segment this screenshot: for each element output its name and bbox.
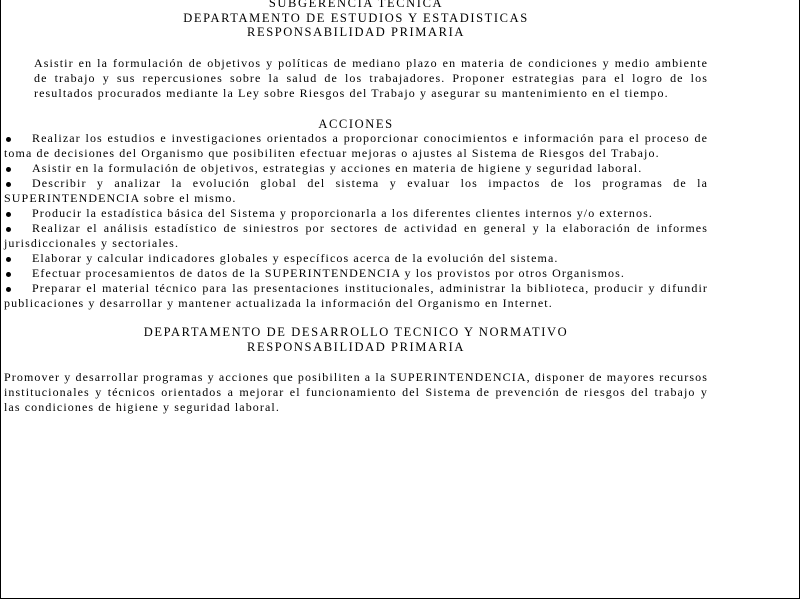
document-page bbox=[4, 0, 708, 415]
dept1-title: DEPARTAMENTO DE ESTUDIOS Y ESTADISTICAS bbox=[183, 10, 529, 25]
action-item: Describir y analizar la evolución global del sistema y evaluar los impactos de los programas de la SUPERINTENDENCIA sobre el mismo. bbox=[4, 176, 708, 205]
dept2-title: DEPARTAMENTO DE DESARROLLO TECNICO Y NORMATIVO bbox=[143, 325, 569, 339]
subgerencia-heading: SUBGERENCIA TECNICA bbox=[268, 0, 444, 10]
action-item: Elaborar y calcular indicadores globales y específicos acerca de la evolución del sistema. bbox=[4, 251, 708, 266]
action-item: Asistir en la formulación de objetivos, estrategias y acciones en materia de higiene y seguridad laboral. bbox=[4, 161, 708, 176]
bullet-icon bbox=[4, 176, 32, 191]
dept1-subtitle: RESPONSABILIDAD PRIMARIA bbox=[247, 25, 465, 39]
bullet-icon bbox=[4, 266, 32, 281]
dept2-subtitle: RESPONSABILIDAD PRIMARIA bbox=[247, 339, 465, 354]
actions-heading: ACCIONES bbox=[318, 116, 394, 131]
bullet-icon bbox=[4, 161, 32, 176]
bullet-icon bbox=[4, 221, 32, 236]
actions-list bbox=[4, 131, 708, 311]
action-item: Realizar los estudios e investigaciones orientados a proporcionar conocimientos e información para el proceso de toma de decisiones del Organismo que posibiliten efectuar mejoras o ajustes al Sistema de Riesgos del Trabajo. bbox=[4, 131, 708, 160]
bullet-icon bbox=[4, 131, 32, 146]
bullet-icon bbox=[4, 281, 32, 296]
action-item: Realizar el análisis estadístico de siniestros por sectores de actividad en general y la elaboración de informes jurisdiccionales y sectoriales. bbox=[4, 221, 708, 250]
bullet-icon bbox=[4, 206, 32, 221]
dept1-primary-text: Asistir en la formulación de objetivos y políticas de mediano plazo en materia de condiciones y medio ambiente de trabajo y sus repercusiones sobre la salud de los trabajadores. Proponer estrategias para el logro de los resultados procurados mediante la Ley sobre Riesgos del Trabajo y asegurar su mantenimiento en el tiempo. bbox=[34, 55, 708, 100]
bullet-icon bbox=[4, 251, 32, 266]
action-item: Preparar el material técnico para las presentaciones institucionales, administrar la biblioteca, producir y difundir publicaciones y desarrollar y mantener actualizada la información del Organismo en Internet. bbox=[4, 281, 708, 310]
action-item: Efectuar procesamientos de datos de la SUPERINTENDENCIA y los provistos por otros Organismos. bbox=[4, 266, 708, 281]
dept2-primary-text: Promover y desarrollar programas y acciones que posibiliten a la SUPERINTENDENCIA, disponer de mayores recursos institucionales y técnicos orientados a mejorar el funcionamiento del Sistema de prevención de riesgos del trabajo y las condiciones de higiene y seguridad laboral. bbox=[4, 370, 708, 414]
action-item: Producir la estadística básica del Sistema y proporcionarla a los diferentes clientes internos y/o externos. bbox=[4, 206, 708, 221]
